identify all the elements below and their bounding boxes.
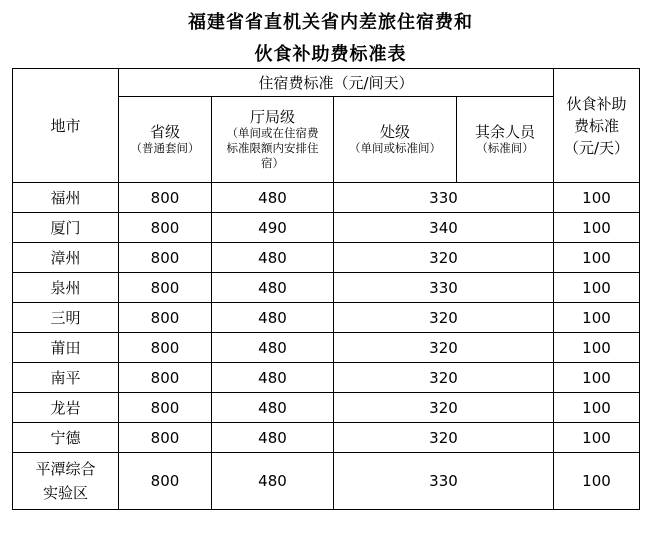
cell-provincial-text: 800: [150, 428, 180, 447]
cell-provincial-text: 800: [150, 278, 180, 297]
cell-meal: [554, 243, 640, 273]
cell-bureau-text: 480: [258, 368, 287, 387]
cell-meal-text: 100: [582, 308, 611, 327]
cell-city-text: 宁德: [50, 428, 81, 447]
cell-provincial-text: 800: [150, 338, 180, 357]
cell-provincial: [119, 243, 212, 273]
cell-meal: [554, 333, 640, 363]
cell-meal-text: 100: [582, 338, 611, 357]
header-lodging-group: 住宿费标准（元/间天）: [119, 69, 554, 97]
cell-bureau: [212, 183, 334, 213]
cell-bureau: [212, 393, 334, 423]
header-provincial: [119, 97, 212, 183]
cell-division-others: [334, 363, 554, 393]
cell-provincial-text: 800: [150, 368, 180, 387]
cell-bureau-text: 480: [258, 278, 287, 297]
cell-bureau-text: 480: [258, 308, 287, 327]
document-title-line-1: 福建省省直机关省内差旅住宿费和: [188, 12, 473, 33]
cell-provincial: [119, 303, 212, 333]
cell-city: [13, 183, 119, 213]
cell-provincial: [119, 183, 212, 213]
cell-city-text: 平潭综合实验区: [35, 460, 96, 502]
cell-city: [13, 213, 119, 243]
cell-meal-text: 100: [582, 278, 611, 297]
cell-division-others-text: 330: [429, 472, 458, 490]
cell-meal-text: 100: [582, 472, 611, 490]
cell-city-text: 龙岩: [50, 398, 81, 417]
cell-division-others: [334, 453, 554, 510]
table-row: [13, 273, 640, 303]
document-title-line-2: 伙食补助费标准表: [254, 44, 407, 65]
header-region: 地市: [13, 69, 119, 183]
cell-meal-text: 100: [582, 368, 611, 387]
cell-city: [13, 363, 119, 393]
cell-meal: [554, 273, 640, 303]
cell-division-others-text: 340: [429, 218, 458, 237]
table-row: [13, 423, 640, 453]
cell-bureau: [212, 273, 334, 303]
cell-bureau: [212, 243, 334, 273]
cell-division-others: [334, 213, 554, 243]
cell-city-text: 漳州: [50, 248, 81, 267]
header-division: [334, 97, 457, 183]
cell-bureau-text: 480: [258, 248, 287, 267]
cell-bureau: [212, 363, 334, 393]
cell-division-others: [334, 303, 554, 333]
rate-table: [12, 68, 640, 510]
cell-city-text: 泉州: [50, 278, 81, 297]
table-row: [13, 453, 640, 510]
cell-meal-text: 100: [582, 428, 611, 447]
cell-division-others-text: 320: [429, 368, 458, 387]
table-row: [13, 183, 640, 213]
cell-division-others: [334, 243, 554, 273]
cell-division-others: [334, 183, 554, 213]
cell-provincial-text: 800: [150, 248, 180, 267]
cell-city: [13, 243, 119, 273]
cell-meal-text: 100: [582, 218, 611, 237]
cell-provincial: [119, 423, 212, 453]
cell-provincial: [119, 333, 212, 363]
cell-provincial: [119, 273, 212, 303]
header-others-label: 其余人员: [474, 123, 535, 141]
cell-provincial-text: 800: [150, 308, 180, 327]
cell-provincial: [119, 393, 212, 423]
cell-meal-text: 100: [582, 188, 611, 207]
cell-meal: [554, 183, 640, 213]
cell-provincial: [119, 213, 212, 243]
cell-meal: [554, 453, 640, 510]
header-division-note: （单间或标准间）: [349, 141, 441, 155]
cell-provincial-text: 800: [150, 218, 180, 237]
table-row: [13, 363, 640, 393]
cell-city-text: 厦门: [50, 218, 81, 237]
header-provincial-note: （普通套间）: [130, 141, 200, 155]
cell-city-text: 莆田: [50, 338, 81, 357]
cell-meal: [554, 363, 640, 393]
cell-bureau: [212, 453, 334, 510]
cell-city: [13, 273, 119, 303]
cell-division-others: [334, 333, 554, 363]
table-row: [13, 303, 640, 333]
cell-city-text: 南平: [50, 368, 81, 387]
cell-division-others: [334, 423, 554, 453]
cell-division-others-text: 330: [429, 188, 458, 207]
cell-city: [13, 423, 119, 453]
header-meal-text: 伙食补助费标准（元/天）: [563, 94, 630, 157]
table-row: [13, 333, 640, 363]
cell-city: [13, 303, 119, 333]
cell-bureau-text: 480: [258, 472, 287, 490]
header-division-label: 处级: [379, 123, 410, 141]
cell-division-others-text: 320: [429, 248, 458, 267]
table-row: [13, 213, 640, 243]
header-others: [457, 97, 554, 183]
cell-provincial: [119, 363, 212, 393]
cell-bureau: [212, 303, 334, 333]
cell-provincial-text: 800: [150, 188, 180, 207]
header-bureau-label: 厅局级: [249, 108, 295, 126]
cell-provincial: [119, 453, 212, 510]
cell-division-others-text: 320: [429, 398, 458, 417]
cell-meal: [554, 303, 640, 333]
cell-provincial-text: 800: [150, 472, 180, 490]
header-provincial-label: 省级: [149, 123, 180, 141]
cell-division-others-text: 320: [429, 428, 458, 447]
cell-city: [13, 453, 119, 510]
cell-division-others-text: 320: [429, 338, 458, 357]
cell-meal-text: 100: [582, 248, 611, 267]
cell-city-text: 三明: [50, 308, 81, 327]
cell-division-others: [334, 273, 554, 303]
cell-bureau: [212, 213, 334, 243]
header-meal: [554, 69, 640, 183]
cell-bureau-text: 480: [258, 338, 287, 357]
cell-meal: [554, 393, 640, 423]
cell-meal: [554, 423, 640, 453]
header-others-note: （标准间）: [476, 141, 534, 155]
cell-division-others: [334, 393, 554, 423]
cell-city: [13, 393, 119, 423]
cell-bureau-text: 480: [258, 398, 287, 417]
cell-bureau: [212, 423, 334, 453]
cell-meal: [554, 213, 640, 243]
cell-division-others-text: 330: [429, 278, 458, 297]
header-bureau-note: （单间或在住宿费标准限额内安排住宿）: [226, 126, 319, 170]
cell-meal-text: 100: [582, 398, 611, 417]
cell-bureau-text: 480: [258, 188, 287, 207]
cell-provincial-text: 800: [150, 398, 180, 417]
cell-division-others-text: 320: [429, 308, 458, 327]
header-bureau: [212, 97, 334, 183]
cell-bureau-text: 490: [258, 218, 287, 237]
table-row: [13, 393, 640, 423]
header-row-1: [13, 69, 640, 97]
cell-city: [13, 333, 119, 363]
cell-bureau: [212, 333, 334, 363]
cell-bureau-text: 480: [258, 428, 287, 447]
table-row: [13, 243, 640, 273]
cell-city-text: 福州: [50, 188, 81, 207]
